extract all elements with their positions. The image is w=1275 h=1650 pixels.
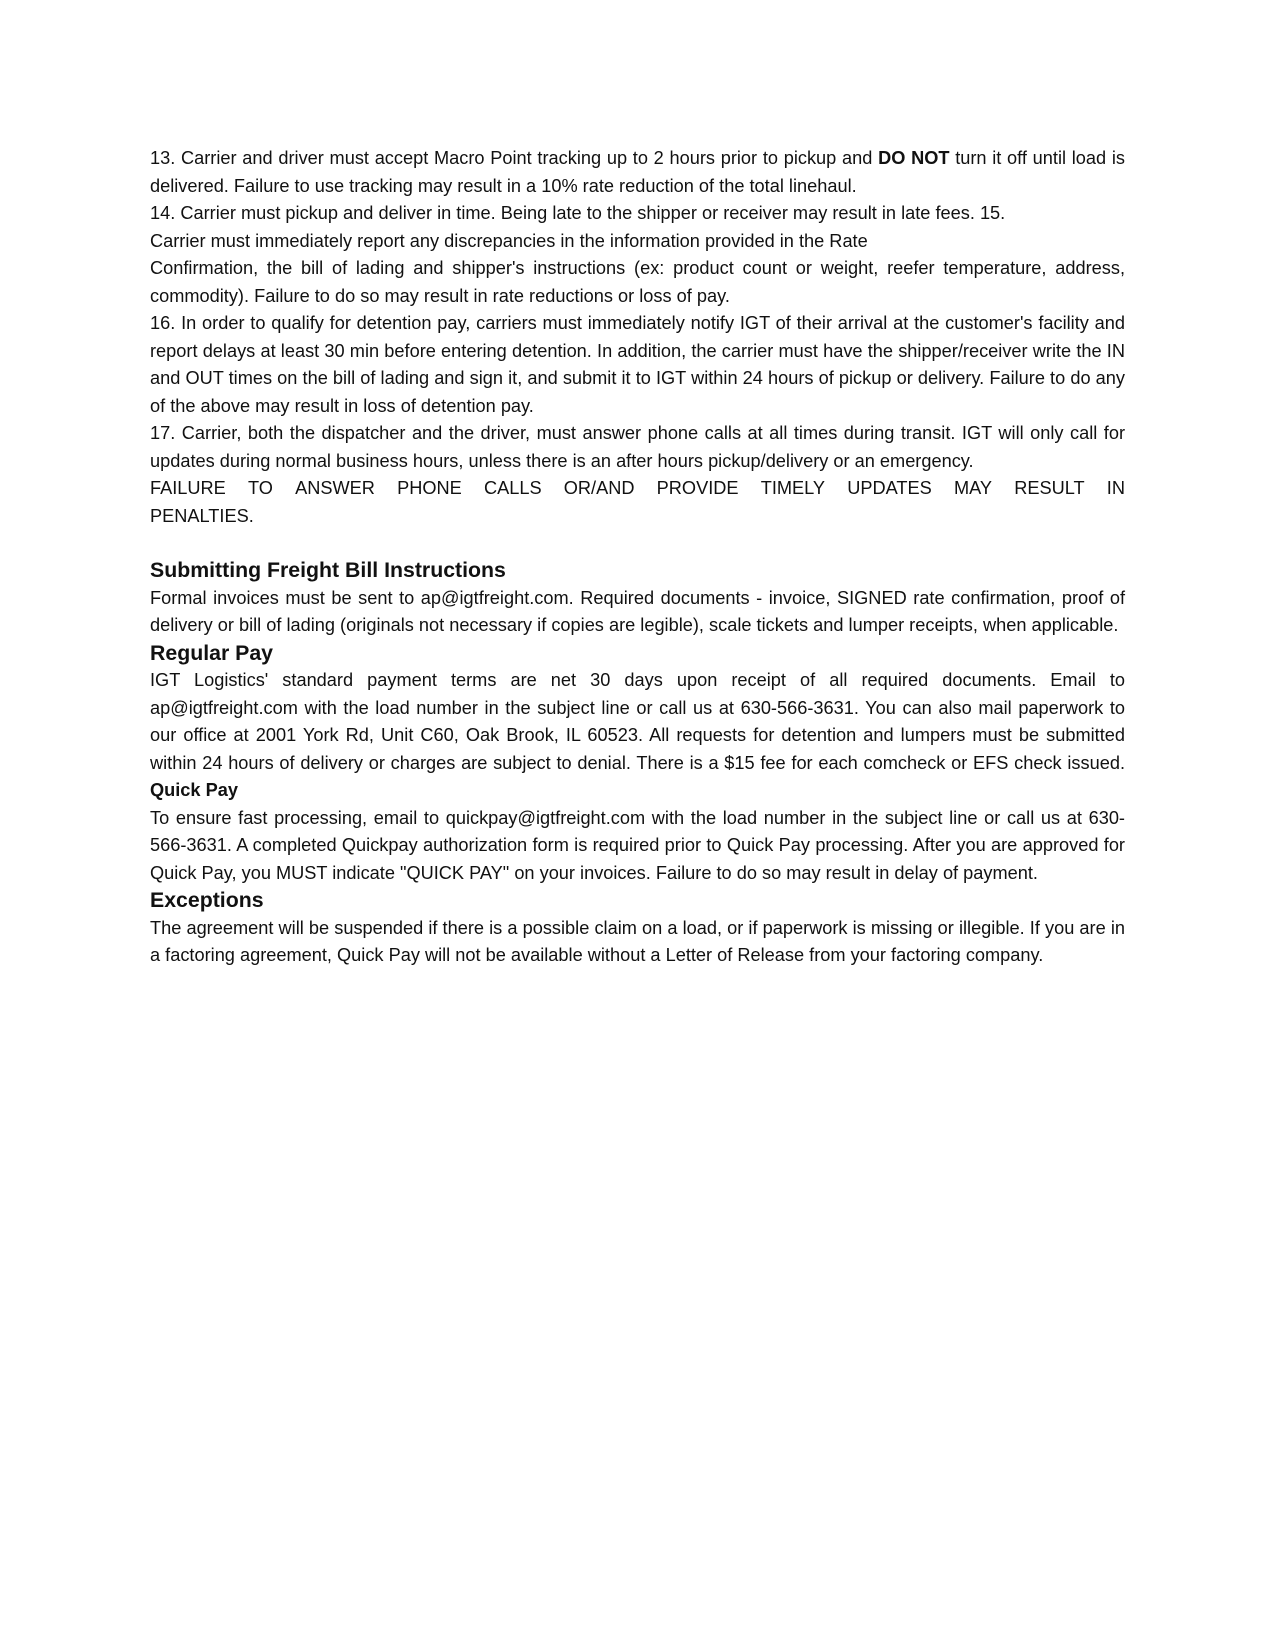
- regular-pay-heading: Regular Pay: [150, 640, 274, 665]
- term-14-line: 14. Carrier must pickup and deliver in time. Being late to the shipper or receiver may result in late fees. 15.: [150, 203, 1006, 223]
- term-15-rest: Confirmation, the bill of lading and shipper's instructions (ex: product count or weight, reefer temperature, address, commodity). Failure to do so may result in rate reductions or loss of pay.: [150, 258, 1125, 306]
- caps-word: UPDATES: [847, 478, 932, 498]
- caps-word: MAY: [953, 478, 993, 498]
- caps-word: CALLS: [483, 478, 542, 498]
- caps-word: TO: [247, 478, 273, 498]
- term-13-emphasis: DO NOT: [878, 148, 950, 168]
- section-gap: [150, 530, 1125, 557]
- exceptions-text: The agreement will be suspended if there is a possible claim on a load, or if paperwork is missing or illegible. If you are in a factoring agreement, Quick Pay will not be available without a Letter of Release from your factoring company.: [150, 917, 1125, 965]
- term-17-caps-line: [150, 475, 1125, 503]
- term-13-text-a: 13. Carrier and driver must accept Macro Point tracking up to 2 hours prior to pickup and: [150, 148, 879, 168]
- caps-word: ANSWER: [295, 478, 375, 498]
- caps-word: PROVIDE: [656, 478, 739, 498]
- exceptions-heading: Exceptions: [150, 888, 264, 912]
- freight-bill-heading: Submitting Freight Bill Instructions: [150, 558, 506, 582]
- quick-pay-heading: Quick Pay: [150, 780, 238, 800]
- term-16: 16. In order to qualify for detention pay, carriers must immediately notify IGT of their arrival at the customer's facility and report delays at least 30 min before entering detention. In addition, the carrier must have the shipper/receiver write the IN and OUT times on the bill of lading and sign it, and submit it to IGT within 24 hours of pickup or delivery. Failure to do any of the above may result in loss of detention pay.: [150, 313, 1125, 416]
- regular-pay-body: IGT Logistics' standard payment terms are net 30 days upon receipt of all required documents. Email to ap@igtfreight.com with the load number in the subject line or call us at 630-566-3631. You can also mail paperwork to our office at 2001 York Rd, Unit C60, Oak Brook, IL 60523. All requests for detention and lumpers must be submitted within 24 hours of delivery or charges are subject to denial. There is a $15 fee for each comcheck or EFS check issued.: [150, 670, 1125, 773]
- regular-pay-text: [150, 667, 1125, 805]
- caps-word: TIMELY: [760, 478, 826, 498]
- term-13-text-b: turn it off until load is delivered. Failure to use tracking may result in a 10% rate reduction of the total linehaul.: [150, 148, 1125, 196]
- term-17: 17. Carrier, both the dispatcher and the driver, must answer phone calls at all times during transit. IGT will only call for updates during normal business hours, unless there is an after hours pickup/delivery or an emergency.: [150, 423, 1125, 471]
- term-13: [150, 145, 1125, 200]
- term-17-caps-end: PENALTIES.: [150, 505, 254, 526]
- caps-word: FAILURE: [150, 478, 226, 498]
- caps-word: IN: [1106, 478, 1125, 498]
- quick-pay-text: To ensure fast processing, email to quickpay@igtfreight.com with the load number in the subject line or call us at 630-566-3631. A completed Quickpay authorization form is required prior to Quick Pay processing. After you are approved for Quick Pay, you MUST indicate "QUICK PAY" on your invoices. Failure to do so may result in delay of payment.: [150, 807, 1125, 883]
- caps-word: OR/AND: [563, 478, 635, 498]
- caps-word: PHONE: [397, 478, 462, 498]
- freight-bill-text: Formal invoices must be sent to ap@igtfreight.com. Required documents - invoice, SIGNED rate confirmation, proof of delivery or bill of lading (originals not necessary if copies are legible), scale tickets and lumper receipts, when applicable.: [150, 587, 1125, 635]
- caps-word: RESULT: [1014, 478, 1085, 498]
- term-15-line: Carrier must immediately report any discrepancies in the information provided in the Rate: [150, 230, 868, 251]
- document-page: [150, 145, 1125, 970]
